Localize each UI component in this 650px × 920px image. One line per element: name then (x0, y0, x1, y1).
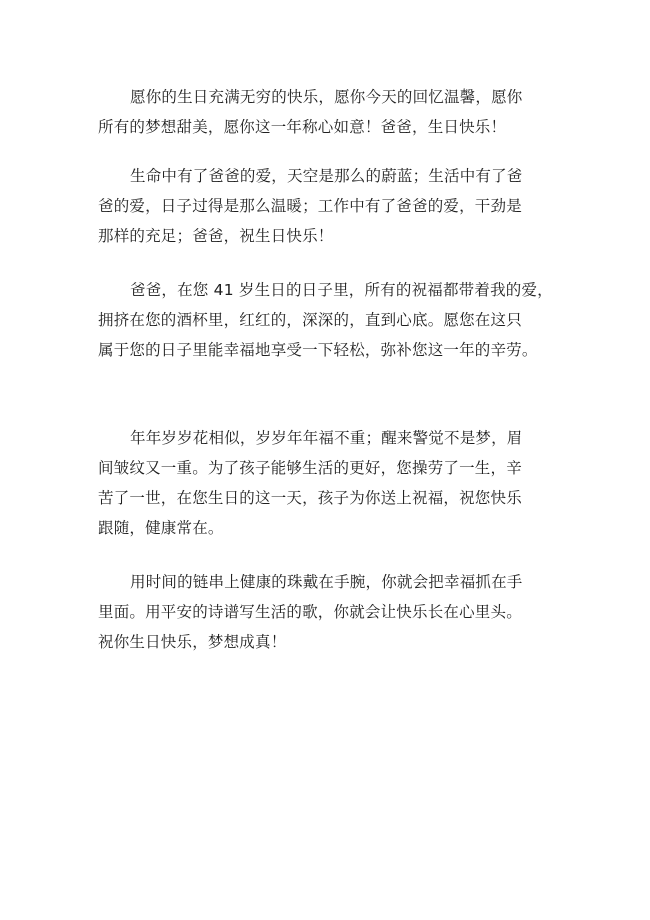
paragraph-line: 用时间的链串上健康的珠戴在手腕，你就会把幸福抓在手 (130, 573, 523, 591)
paragraph-line: 苦了一世，在您生日的这一天，孩子为你送上祝福，祝您快乐 (98, 489, 522, 507)
paragraph-line: 祝你生日快乐，梦想成真！ (98, 633, 287, 651)
paragraph-line: 愿你的生日充满无穷的快乐，愿你今天的回忆温馨，愿你 (130, 88, 523, 106)
paragraph-4 (98, 423, 558, 543)
paragraph-line: 所有的梦想甜美，愿你这一年称心如意！爸爸，生日快乐！ (98, 118, 507, 136)
paragraph-line: 生命中有了爸爸的爱，天空是那么的蔚蓝；生活中有了爸 (130, 167, 523, 185)
paragraph-line: 爸爸，在您 41 岁生日的日子里，所有的祝福都带着我的爱， (130, 281, 553, 299)
paragraph-line: 属于您的日子里能幸福地享受一下轻松，弥补您这一年的辛劳。 (98, 341, 538, 359)
paragraph-3 (98, 275, 558, 365)
paragraph-line: 那样的充足；爸爸，祝生日快乐！ (98, 227, 334, 245)
paragraph-line: 间皱纹又一重。为了孩子能够生活的更好，您操劳了一生，辛 (98, 459, 522, 477)
paragraph-5 (98, 567, 558, 657)
paragraph-line: 爸的爱，日子过得是那么温暖；工作中有了爸爸的爱，干劲是 (98, 197, 522, 215)
paragraph-line: 年年岁岁花相似，岁岁年年福不重；醒来警觉不是梦，眉 (130, 429, 523, 447)
paragraph-line: 拥挤在您的酒杯里，红红的，深深的，直到心底。愿您在这只 (98, 311, 522, 329)
paragraph-line: 里面。用平安的诗谱写生活的歌，你就会让快乐长在心里头。 (98, 603, 522, 621)
paragraph-1 (98, 82, 558, 142)
paragraph-2 (98, 161, 558, 251)
paragraph-line: 跟随，健康常在。 (98, 519, 224, 537)
